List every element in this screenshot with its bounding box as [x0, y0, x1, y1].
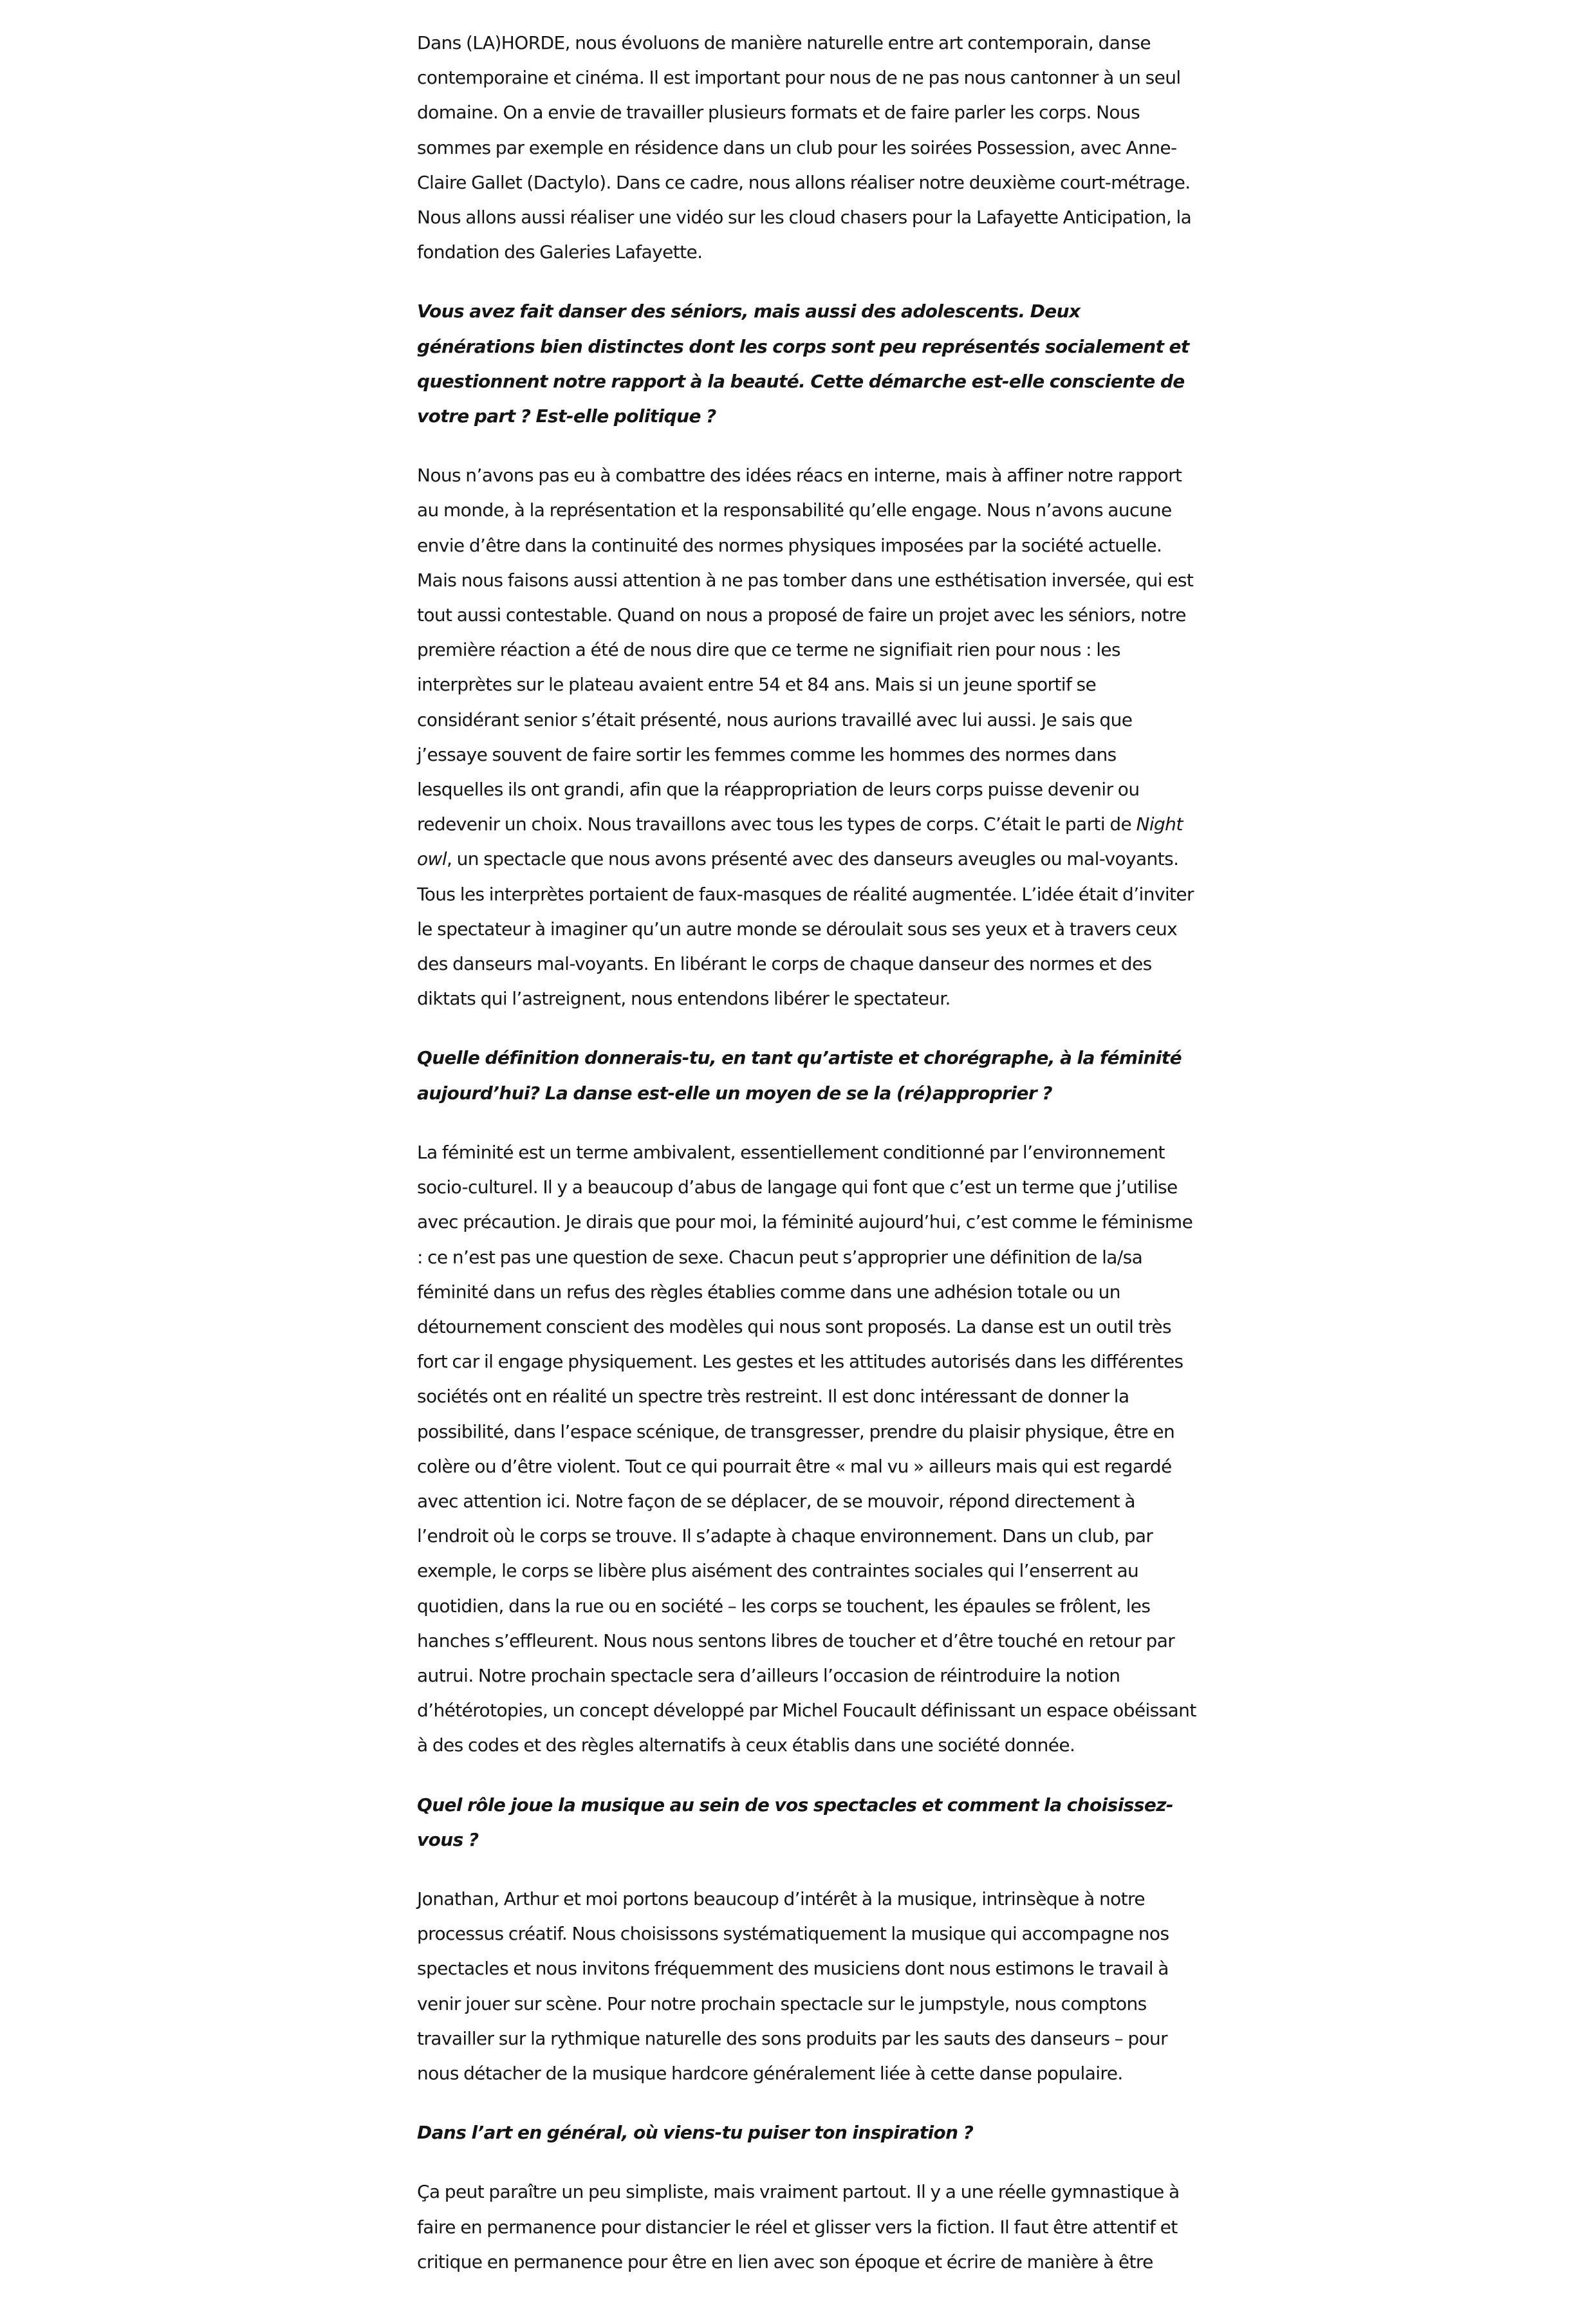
answer-paragraph [417, 1882, 1197, 2091]
question-paragraph [417, 1788, 1197, 1857]
question-paragraph [417, 1041, 1197, 1110]
paragraph-text: , un spectacle que nous avons présenté avec des danseurs aveugles ou mal-voyants. Tous les interprètes portaient de faux-masques de réalité augmentée. L’idée était d’inviter le spectateur à imaginer qu’un autre monde se déroulait sous ses yeux et à travers ceux des danseurs mal-voyants. En libérant le corps de chaque danseur des normes et des diktats qui l’astreignent, nous entendons libérer le spectateur. [417, 848, 1194, 1010]
answer-paragraph [417, 458, 1197, 1016]
paragraph-text: Vous avez fait danser des séniors, mais aussi des adolescents. Deux générations bien distinctes dont les corps sont peu représentés socialement et questionnent notre rapport à la beauté. Cette démarche est-elle consciente de votre part ? Est-elle politique ? [417, 301, 1189, 427]
paragraph-text: Jonathan, Arthur et moi portons beaucoup d’intérêt à la musique, intrinsèque à notre processus créatif. Nous choisissons systématiquement la musique qui accompagne nos spectacles et nous invitons fréquemment des musiciens dont nous estimons le travail à venir jouer sur scène. Pour notre prochain spectacle sur le jumpstyle, nous comptons travailler sur la rythmique naturelle des sons produits par les sauts des danseurs – pour nous détacher de la musique hardcore généralement liée à cette danse populaire. [417, 1888, 1169, 2084]
answer-paragraph [417, 2175, 1197, 2280]
question-paragraph [417, 2115, 1197, 2150]
paragraph-text: Dans (LA)HORDE, nous évoluons de manière naturelle entre art contemporain, danse contemporaine et cinéma. Il est important pour nous de ne pas nous cantonner à un seul domaine. On a envie de travailler plusieurs formats et de faire parler les corps. Nous sommes par exemple en résidence dans un club pour les soirées Possession, avec Anne-Claire Gallet (Dactylo). Dans ce cadre, nous allons réaliser notre deuxième court-métrage. Nous allons aussi réaliser une vidéo sur les cloud chasers pour la Lafayette Anticipation, la fondation des Galeries Lafayette. [417, 32, 1192, 263]
paragraph-text: La féminité est un terme ambivalent, essentiellement conditionné par l’environnement socio-culturel. Il y a beaucoup d’abus de langage qui font que c’est un terme que j’utilise avec précaution. Je dirais que pour moi, la féminité aujourd’hui, c’est comme le féminisme : ce n’est pas une question de sexe. Chacun peut s’approprier une définition de la/sa féminité dans un refus des règles établies comme dans une adhésion totale ou un détournement conscient des modèles qui nous sont proposés. La danse est un outil très fort car il engage physiquement. Les gestes et les attitudes autorisés dans les différentes sociétés ont en réalité un spectre très restreint. Il est donc intéressant de donner la possibilité, dans l’espace scénique, de transgresser, prendre du plaisir physique, être en colère ou d’être violent. Tout ce qui pourrait être « mal vu » ailleurs mais qui est regardé avec attention ici. Notre façon de se déplacer, de se mouvoir, répond directement à l’endroit où le corps se trouve. Il s’adapte à chaque environnement. Dans un club, par exemple, le corps se libère plus aisément des contraintes sociales qui l’enserrent au quotidien, dans la rue ou en société – les corps se touchent, les épaules se frôlent, les hanches s’effleurent. Nous nous sentons libres de toucher et d’être touché en retour par autrui. Notre prochain spectacle sera d’ailleurs l’occasion de réintroduire la notion d’hétérotopies, un concept développé par Michel Foucault définissant un espace obéissant à des codes et des règles alternatifs à ceux établis dans une société donnée. [417, 1141, 1196, 1756]
show-title: Night owl [417, 813, 1183, 870]
paragraph-text: Quel rôle joue la musique au sein de vos spectacles et comment la choisissez-vous ? [417, 1794, 1173, 1850]
question-paragraph [417, 294, 1197, 434]
answer-paragraph [417, 1135, 1197, 1763]
answer-paragraph [417, 26, 1197, 270]
article-body [417, 26, 1197, 2304]
paragraph-text: Dans l’art en général, où viens-tu puiser ton inspiration ? [417, 2122, 974, 2144]
paragraph-text: Quelle définition donnerais-tu, en tant qu’artiste et chorégraphe, à la féminité aujourd’hui? La danse est-elle un moyen de se la (ré)approprier ? [417, 1047, 1182, 1104]
paragraph-text: Nous n’avons pas eu à combattre des idées réacs en interne, mais à affiner notre rapport au monde, à la représentation et la responsabilité qu’elle engage. Nous n’avons aucune envie d’être dans la continuité des normes physiques imposées par la société actuelle. Mais nous faisons aussi attention à ne pas tomber dans une esthétisation inversée, qui est tout aussi contestable. Quand on nous a proposé de faire un projet avec les séniors, notre première réaction a été de nous dire que ce terme ne signifiait rien pour nous : les interprètes sur le plateau avaient entre 54 et 84 ans. Mais si un jeune sportif se considérant senior s’était présenté, nous aurions travaillé avec lui aussi. Je sais que j’essaye souvent de faire sortir les femmes comme les hommes des normes dans lesquelles ils ont grandi, afin que la réappropriation de leurs corps puisse devenir ou redevenir un choix. Nous travaillons avec tous les types de corps. C’était le parti de [417, 465, 1194, 835]
paragraph-text: Ça peut paraître un peu simpliste, mais vraiment partout. Il y a une réelle gymnastique à faire en permanence pour distancier le réel et glisser vers la fiction. Il faut être attentif et critique en permanence pour être en lien avec son époque et écrire de manière à être [417, 2181, 1180, 2272]
